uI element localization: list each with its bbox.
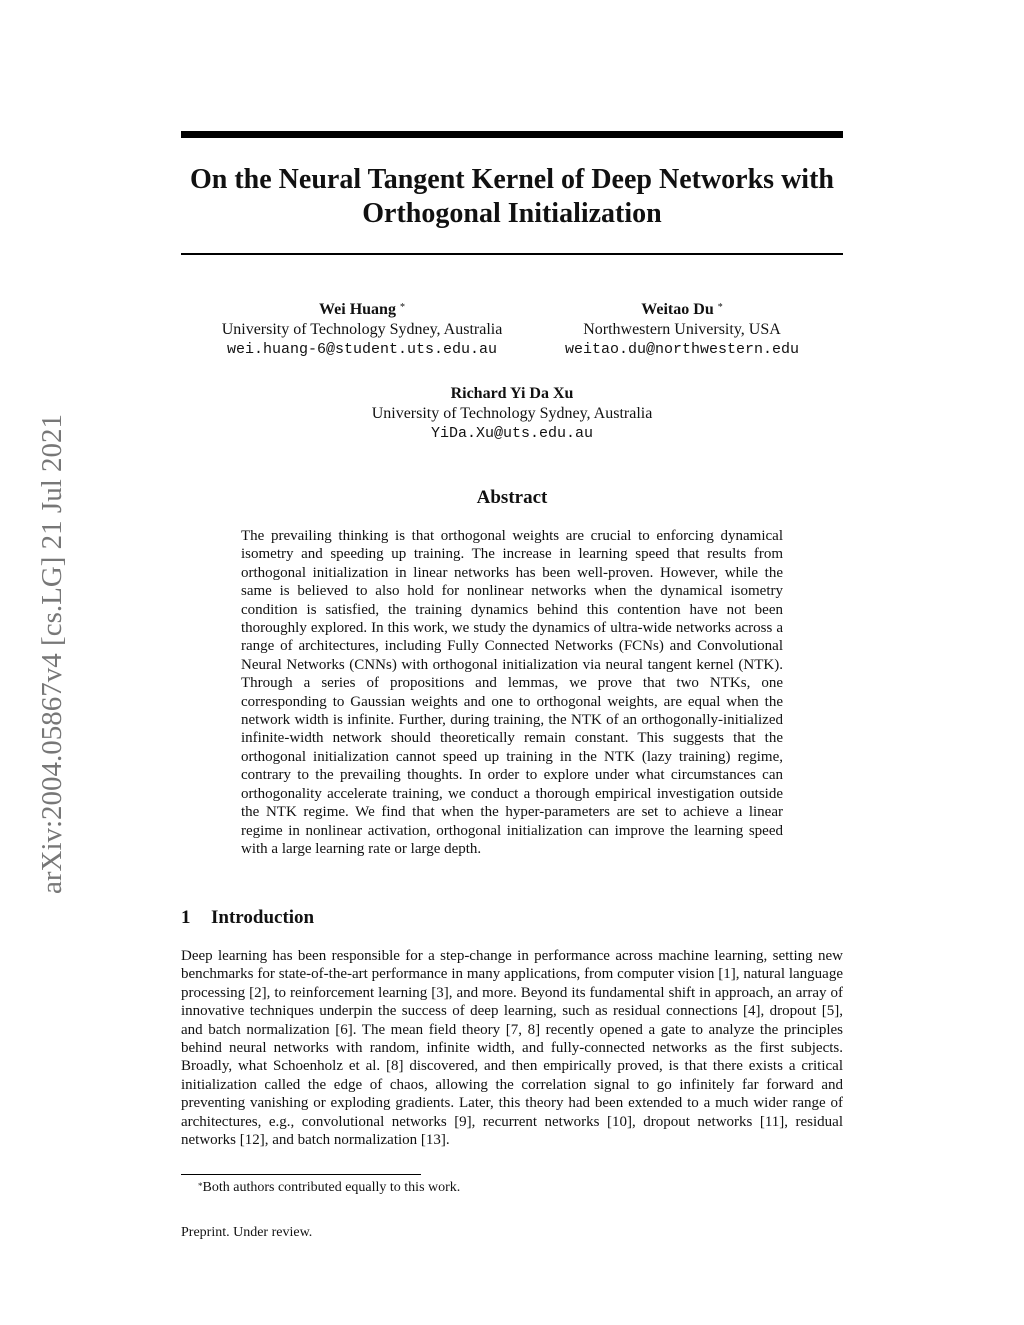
introduction-text: Deep learning has been responsible for a step-change in performance across machine learning, setting new benchmarks for state-of-the-art performance in many applications, from computer vision [1], natural language processing [2], to reinforcement learning [3], and more. Beyond its fundamental shift in approach, an array of innovative techniques underpin the success of deep learning, such as residual connections [4], dropout [5], and batch normalization [6]. The mean field theory [7, 8] recently opened a gate to analyze the principles behind neural networks with random, infinite width, and fully-connected networks as the first subjects. Broadly, what Schoenholz et al. [8] discovered, and then empirically proved, is that there exists a critical initialization called the edge of chaos, allowing the correlation signal to go infinitely far forward and preventing vanishing or exploding gradients. Later, this theory had been extended to a much wider range of architectures, e.g., convolutional networks [9], recurrent networks [10], dropout networks [11], residual networks [12], and batch normalization [13]. [181, 948, 843, 1149]
arxiv-stamp: arXiv:2004.05867v4 [cs.LG] 21 Jul 2021 [36, 413, 68, 895]
author-name: Wei Huang [319, 301, 396, 318]
footnote [198, 1179, 460, 1197]
author-email[interactable]: weitao.du@northwestern.edu [564, 341, 800, 358]
footnote-rule [181, 1174, 421, 1175]
author-affiliation: University of Technology Sydney, Australia [221, 321, 503, 338]
footnote-mark: * [198, 1181, 203, 1191]
author-email[interactable]: YiDa.Xu@uts.edu.au [430, 425, 594, 442]
title-rule-top [181, 131, 843, 138]
author-name: Weitao Du [641, 301, 714, 318]
author-affiliation: University of Technology Sydney, Australia [371, 405, 653, 422]
preprint-note: Preprint. Under review. [181, 1225, 313, 1240]
author-block [312, 384, 712, 444]
abstract-heading: Abstract [476, 487, 548, 508]
abstract-text: The prevailing thinking is that orthogonal weights are crucial to enforcing dynamical isometry and speeding up training. The increase in learning speed that results from orthogonal initialization in linear networks has been well-proven. However, while the same is believed to also hold for nonlinear networks when the dynamical isometry condition is satisfied, the training dynamics behind this contention have not been thoroughly explored. In this work, we study the dynamics of ultra-wide networks across a range of architectures, including Fully Connected Networks (FCNs) and Convolutional Neural Networks (CNNs) with orthogonal initialization via neural tangent kernel (NTK). Through a series of propositions and lemmas, we prove that two NTKs, one corresponding to Gaussian weights and one to orthogonal weights, are equal when the network width is infinite. Further, during training, the NTK of an orthogonally-initialized infinite-width network should theoretically remain constant. This suggests that the orthogonal initialization cannot speed up training in the NTK (lazy training) regime, contrary to the prevailing thoughts. In order to explore under what circumstances can orthogonality accelerate training, we conduct a thorough empirical investigation outside the NTK regime. We find that when the hyper-parameters are set to achieve a linear regime in nonlinear activation, orthogonal initialization can improve the learning speed with a large learning rate or large depth. [241, 528, 783, 857]
section-number: 1 [181, 907, 191, 928]
author-block [200, 300, 524, 360]
title-rule-bottom [181, 253, 843, 255]
author-block [540, 300, 824, 360]
author-name: Richard Yi Da Xu [450, 385, 574, 402]
author-footnote-mark: * [399, 302, 405, 313]
author-affiliation: Northwestern University, USA [583, 321, 781, 338]
paper-title: On the Neural Tangent Kernel of Deep Networks with Orthogonal Initialization [190, 164, 834, 229]
author-footnote-mark: * [717, 302, 723, 313]
section-title: Introduction [211, 907, 315, 928]
section-heading [181, 906, 314, 930]
author-email[interactable]: wei.huang-6@student.uts.edu.au [226, 341, 498, 358]
footnote-text: Both authors contributed equally to this work. [202, 1180, 461, 1195]
